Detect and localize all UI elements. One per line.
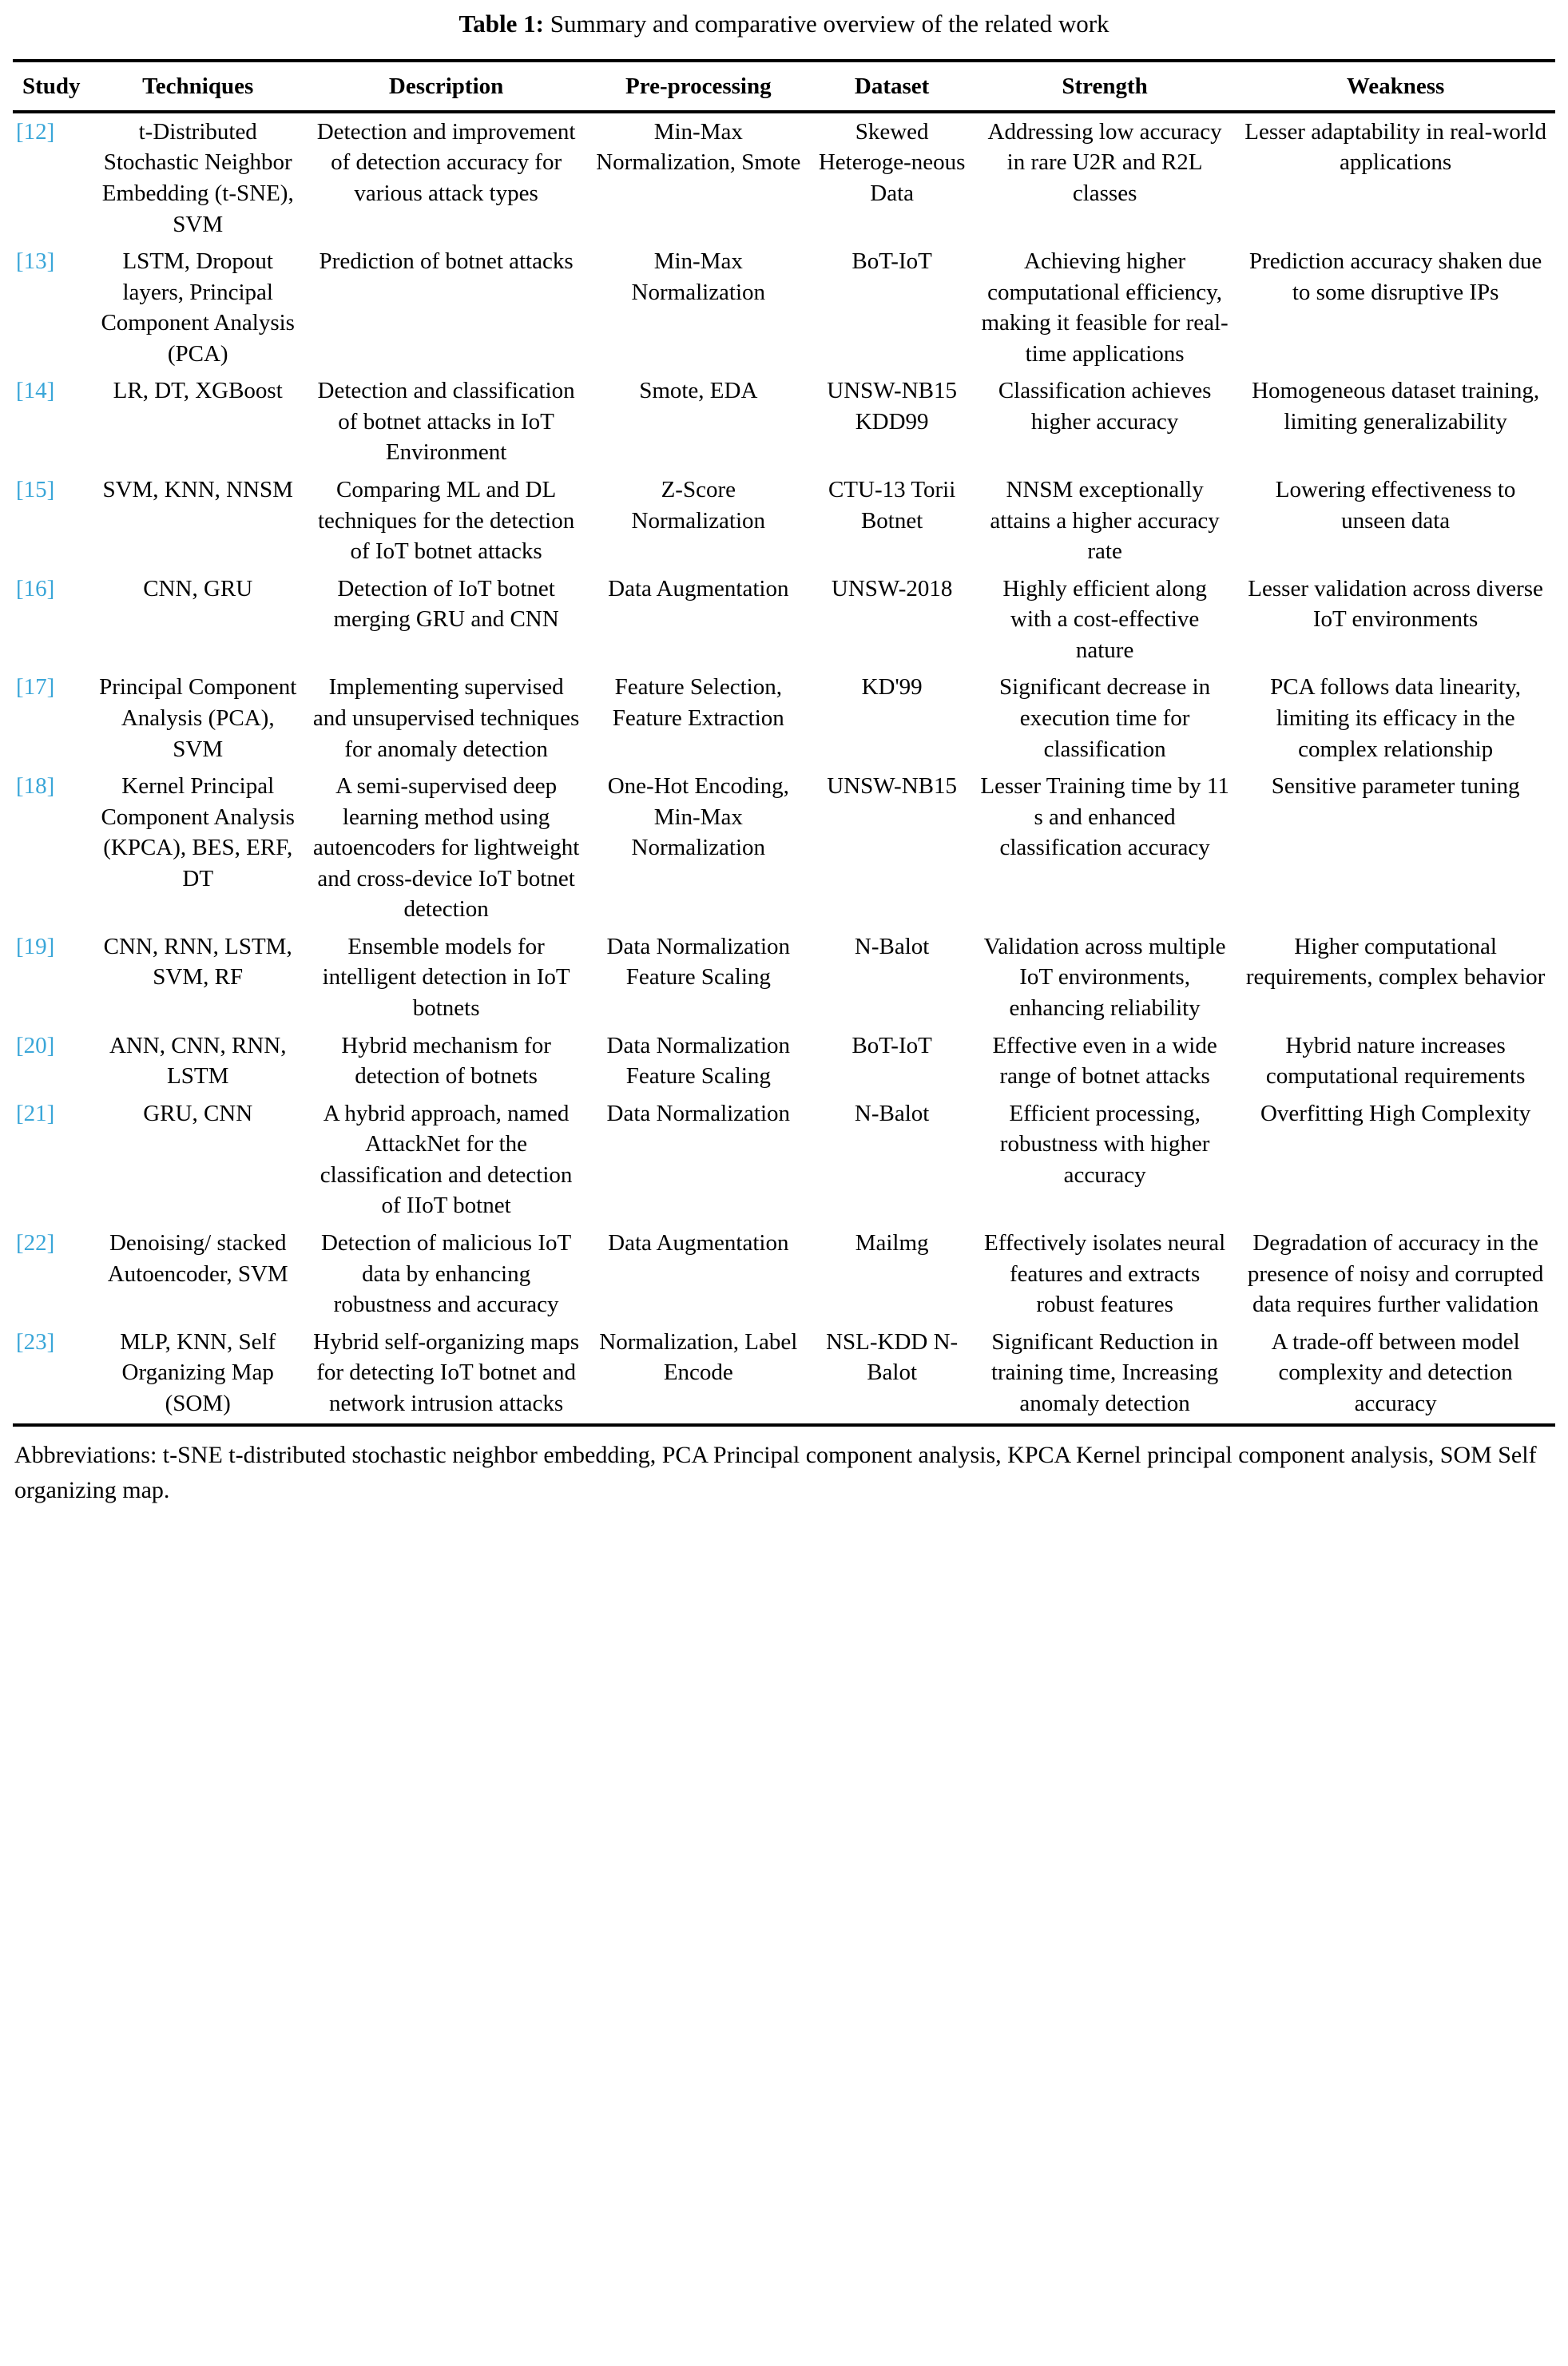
reference-link[interactable]: [17] xyxy=(16,674,55,701)
cell-strength: Highly efficient along with a cost-effective nature xyxy=(1002,575,1207,663)
cell-weakness: Degradation of accuracy in the presence of noisy and corrupted data requires further validation xyxy=(1247,1229,1544,1318)
cell-study xyxy=(13,471,90,570)
cell-study xyxy=(13,1225,90,1324)
cell-strength: Addressing low accuracy in rare U2R and R2L classes xyxy=(987,118,1222,206)
cell-dataset: UNSW-2018 xyxy=(831,575,953,601)
cell-description: Prediction of botnet attacks xyxy=(319,248,574,275)
cell-weakness: A trade-off between model complexity and detection accuracy xyxy=(1271,1328,1520,1416)
cell-study xyxy=(13,372,90,471)
table-row xyxy=(13,372,1555,471)
reference-link[interactable]: [12] xyxy=(16,118,55,145)
cell-description: Detection and classification of botnet attacks in IoT Environment xyxy=(317,378,575,466)
cell-description: Detection of IoT botnet merging GRU and CNN xyxy=(333,575,559,633)
cell-strength: Classification achieves higher accuracy xyxy=(998,378,1212,435)
cell-dataset: Mailmg xyxy=(855,1229,929,1256)
cell-strength: NNSM exceptionally attains a higher accuracy rate xyxy=(990,477,1220,565)
table-caption-label: Table 1: xyxy=(458,10,544,38)
cell-dataset: N-Balot xyxy=(854,933,930,959)
column-header-study: Study xyxy=(22,73,81,99)
table-row xyxy=(13,928,1555,1027)
table-header xyxy=(13,61,1555,112)
table-row xyxy=(13,768,1555,928)
cell-description: A semi-supervised deep learning method using autoencoders for lightweight and cross-device IoT botnet detection xyxy=(312,773,580,923)
cell-preprocessing: Min-Max Normalization, Smote xyxy=(596,118,801,176)
reference-link[interactable]: [23] xyxy=(16,1328,55,1355)
cell-dataset: UNSW-NB15 xyxy=(827,773,957,800)
cell-strength: Significant decrease in execution time for classification xyxy=(999,674,1211,762)
cell-dataset: BoT-IoT xyxy=(851,1032,932,1058)
cell-dataset: BoT-IoT xyxy=(851,248,932,275)
cell-techniques: SVM, KNN, NNSM xyxy=(102,477,293,503)
cell-study xyxy=(13,1095,90,1225)
cell-preprocessing: Data Normalization Feature Scaling xyxy=(606,933,791,990)
table-row xyxy=(13,243,1555,372)
reference-link[interactable]: [16] xyxy=(16,575,55,601)
cell-preprocessing: Data Augmentation xyxy=(608,575,789,601)
table-footnote-abbreviations: Abbreviations: t-SNE t-distributed stochastic neighbor embedding, PCA Principal component analysis, KPCA Kernel principal component analysis, SOM Self organizing map. xyxy=(14,1442,1537,1503)
column-header-description: Description xyxy=(388,73,504,99)
cell-techniques: GRU, CNN xyxy=(143,1100,253,1126)
table-row xyxy=(13,1027,1555,1095)
cell-dataset: Skewed Heteroge-neous Data xyxy=(818,118,966,206)
cell-weakness: Overfitting High Complexity xyxy=(1260,1100,1531,1126)
cell-weakness: Homogeneous dataset training, limiting generalizability xyxy=(1252,378,1540,435)
column-header-weakness: Weakness xyxy=(1346,73,1445,99)
cell-techniques: ANN, CNN, RNN, LSTM xyxy=(109,1032,287,1090)
cell-preprocessing: One-Hot Encoding, Min-Max Normalization xyxy=(607,773,789,861)
cell-preprocessing: Z-Score Normalization xyxy=(631,477,766,534)
cell-preprocessing: Data Augmentation xyxy=(608,1229,789,1256)
reference-link[interactable]: [21] xyxy=(16,1100,55,1126)
cell-techniques: t-Distributed Stochastic Neighbor Embedding (t-SNE), SVM xyxy=(101,118,294,237)
cell-description: Ensemble models for intelligent detection in IoT botnets xyxy=(322,933,570,1022)
cell-strength: Validation across multiple IoT environments, enhancing reliability xyxy=(983,933,1226,1022)
cell-description: A hybrid approach, named AttackNet for the classification and detection of IIoT botnet xyxy=(320,1100,573,1219)
cell-techniques: MLP, KNN, Self Organizing Map (SOM) xyxy=(120,1328,276,1416)
cell-preprocessing: Data Normalization Feature Scaling xyxy=(606,1032,791,1090)
column-header-strength: Strength xyxy=(1062,73,1148,99)
table-body xyxy=(13,112,1555,1423)
cell-preprocessing: Feature Selection, Feature Extraction xyxy=(612,674,784,731)
cell-study xyxy=(13,1324,90,1423)
cell-techniques: Principal Component Analysis (PCA), SVM xyxy=(99,674,297,762)
cell-description: Hybrid mechanism for detection of botnets xyxy=(341,1032,551,1090)
cell-study xyxy=(13,112,90,243)
cell-description: Detection of malicious IoT data by enhancing robustness and accuracy xyxy=(320,1229,572,1318)
cell-techniques: Kernel Principal Component Analysis (KPCA), BES, ERF, DT xyxy=(101,773,295,891)
cell-description: Implementing supervised and unsupervised techniques for anomaly detection xyxy=(312,674,580,762)
related-work-table xyxy=(13,59,1555,1423)
cell-weakness: Prediction accuracy shaken due to some disruptive IPs xyxy=(1248,248,1542,305)
cell-techniques: LSTM, Dropout layers, Principal Component Analysis (PCA) xyxy=(101,248,295,367)
cell-preprocessing: Normalization, Label Encode xyxy=(599,1328,798,1386)
cell-strength: Effectively isolates neural features and extracts robust features xyxy=(983,1229,1226,1318)
cell-strength: Lesser Training time by 11 s and enhanced classification accuracy xyxy=(980,773,1229,861)
cell-description: Detection and improvement of detection accuracy for various attack types xyxy=(316,118,576,206)
table-row xyxy=(13,669,1555,768)
reference-link[interactable]: [14] xyxy=(16,378,55,404)
cell-techniques: CNN, RNN, LSTM, SVM, RF xyxy=(103,933,292,990)
cell-techniques: Denoising/ stacked Autoencoder, SVM xyxy=(107,1229,288,1287)
cell-study xyxy=(13,928,90,1027)
cell-strength: Achieving higher computational efficiency, making it feasible for real-time applications xyxy=(981,248,1229,367)
reference-link[interactable]: [15] xyxy=(16,477,55,503)
cell-strength: Effective even in a wide range of botnet attacks xyxy=(992,1032,1217,1090)
table-row xyxy=(13,1225,1555,1324)
cell-study xyxy=(13,669,90,768)
header-row xyxy=(13,61,1555,112)
table-row xyxy=(13,112,1555,243)
cell-dataset: NSL-KDD N-Balot xyxy=(826,1328,959,1386)
cell-weakness: PCA follows data linearity, limiting its efficacy in the complex relationship xyxy=(1270,674,1522,762)
cell-strength: Efficient processing, robustness with higher accuracy xyxy=(999,1100,1210,1188)
reference-link[interactable]: [19] xyxy=(16,933,55,959)
cell-techniques: LR, DT, XGBoost xyxy=(113,378,283,404)
table-row xyxy=(13,1095,1555,1225)
cell-weakness: Hybrid nature increases computational requirements xyxy=(1265,1032,1526,1090)
cell-description: Hybrid self-organizing maps for detecting IoT botnet and network intrusion attacks xyxy=(313,1328,580,1416)
cell-description: Comparing ML and DL techniques for the detection of IoT botnet attacks xyxy=(317,477,575,565)
cell-weakness: Lowering effectiveness to unseen data xyxy=(1275,477,1516,534)
cell-preprocessing: Data Normalization xyxy=(606,1100,791,1126)
cell-study xyxy=(13,1027,90,1095)
cell-weakness: Higher computational requirements, complex behavior xyxy=(1245,933,1546,990)
table-row xyxy=(13,471,1555,570)
cell-dataset: CTU-13 Torii Botnet xyxy=(828,477,956,534)
cell-preprocessing: Smote, EDA xyxy=(639,378,758,404)
column-header-dataset: Dataset xyxy=(854,73,930,99)
cell-dataset: KD'99 xyxy=(861,674,923,701)
reference-link[interactable]: [13] xyxy=(16,248,55,275)
reference-link[interactable]: [18] xyxy=(16,773,55,800)
cell-dataset: UNSW-NB15 KDD99 xyxy=(827,378,957,435)
cell-preprocessing: Min-Max Normalization xyxy=(631,248,766,305)
cell-strength: Significant Reduction in training time, Increasing anomaly detection xyxy=(990,1328,1219,1416)
cell-techniques: CNN, GRU xyxy=(143,575,253,601)
table-row xyxy=(13,1324,1555,1423)
cell-weakness: Lesser validation across diverse IoT environments xyxy=(1248,575,1543,633)
reference-link[interactable]: [20] xyxy=(16,1032,55,1058)
table-caption-text: Summary and comparative overview of the related work xyxy=(543,10,1110,38)
cell-weakness: Sensitive parameter tuning xyxy=(1271,773,1520,800)
reference-link[interactable]: [22] xyxy=(16,1229,55,1256)
column-header-techniques: Techniques xyxy=(142,73,254,99)
table-row xyxy=(13,570,1555,669)
cell-study xyxy=(13,243,90,372)
cell-weakness: Lesser adaptability in real-world applications xyxy=(1244,118,1546,176)
cell-study xyxy=(13,570,90,669)
cell-study xyxy=(13,768,90,928)
table-caption xyxy=(13,0,1555,59)
cell-dataset: N-Balot xyxy=(854,1100,930,1126)
column-header-pre-processing: Pre-processing xyxy=(625,73,772,99)
